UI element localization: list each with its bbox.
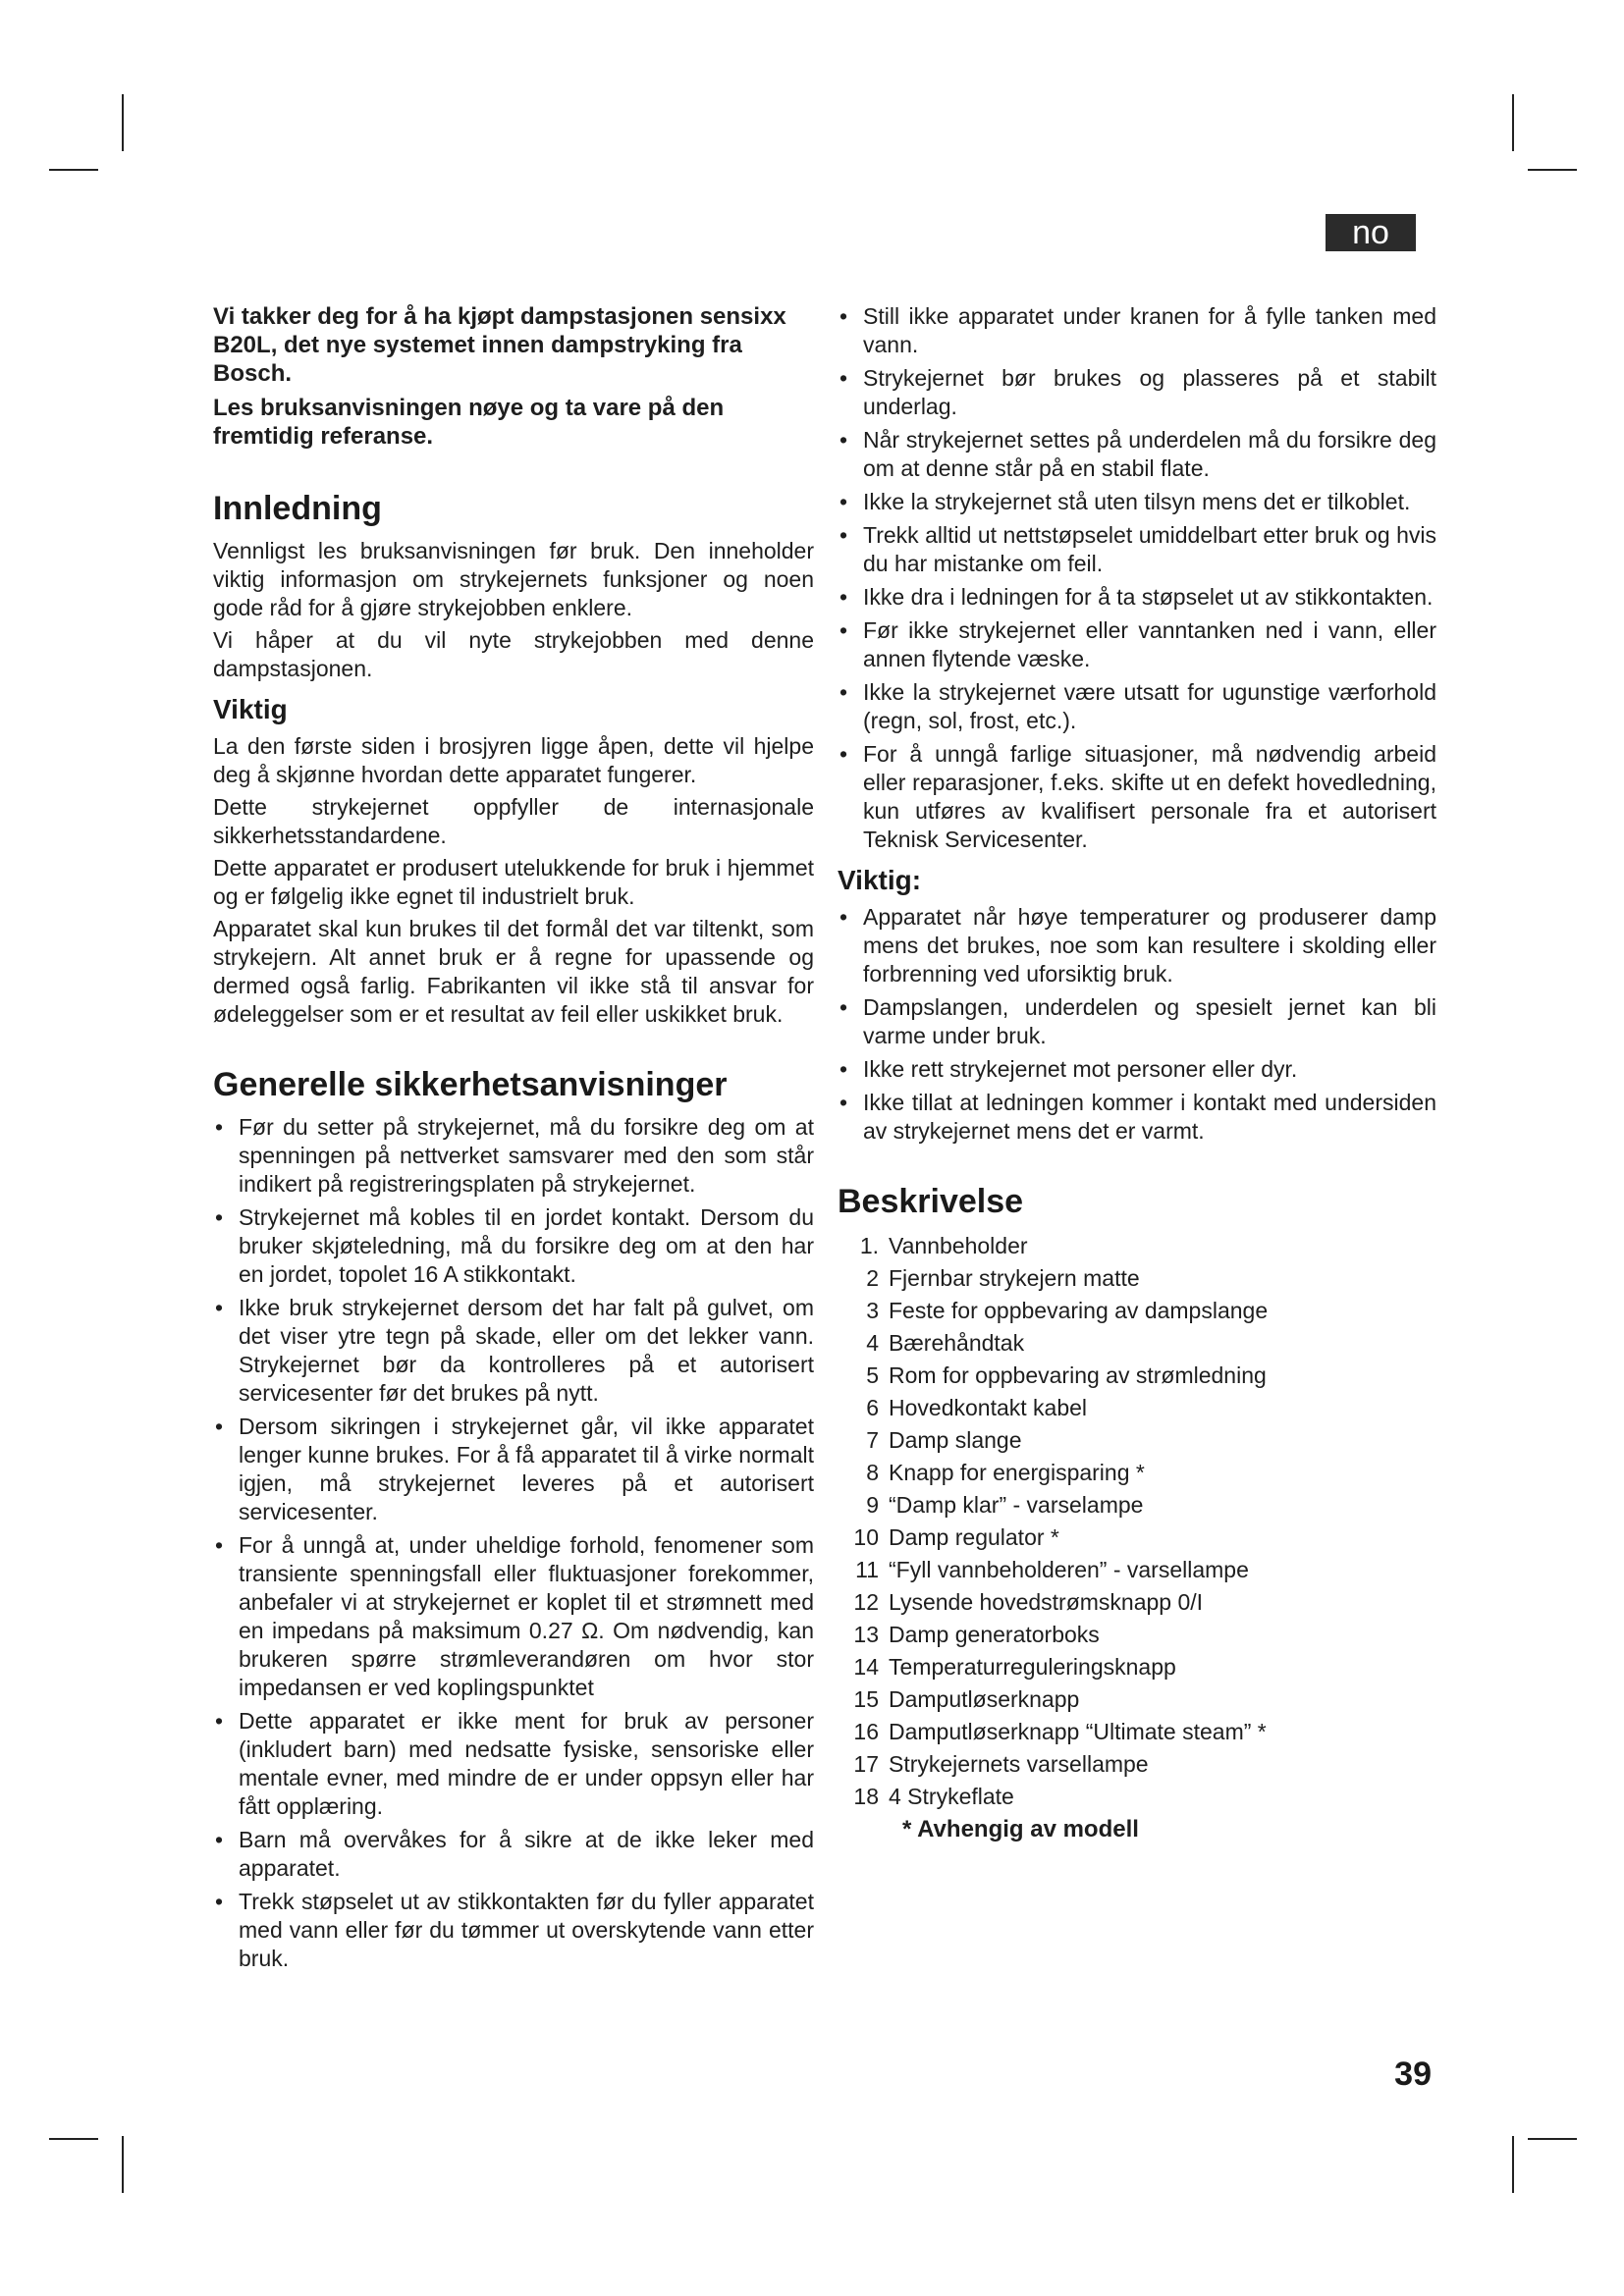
list-item: • Ikke bruk strykejernet dersom det har falt på gulvet, om det viser ytre tegn på skade, eller om det lekker vann. Strykejernet bør da kontrolleres på et autorisert servicesenter før det brukes på nytt. — [213, 1294, 814, 1408]
list-item: • Strykejernet må kobles til en jordet kontakt. Dersom du bruker skjøteledning, må du forsikre deg om at den har en jordet, topolet 16 A stikkontakt. — [213, 1203, 814, 1289]
innledning-paragraph-1: Vennligst les bruksanvisningen før bruk. Den inneholder viktig informasjon om strykejernets funksjoner og noen gode råd for å gjøre strykejobben enklere. — [213, 538, 814, 620]
model-footnote: * Avhengig av modell — [902, 1816, 1139, 1842]
parts-list-item — [838, 1522, 1436, 1554]
list-item: • Trekk støpselet ut av stikkontakten før du fyller apparatet med vann eller før du tømmer ut overskytende vann etter bruk. — [213, 1888, 814, 1973]
generelle-safety-list — [213, 1113, 814, 1973]
part-number: 17 — [853, 1751, 879, 1777]
list-item: • Ikke rett strykejernet mot personer eller dyr. — [838, 1055, 1436, 1084]
crop-mark-bottom-left — [122, 2136, 124, 2193]
part-number: 14 — [853, 1654, 879, 1680]
list-item: • Ikke tillat at ledningen kommer i kontakt med undersiden av strykejernet mens det er varmt. — [838, 1089, 1436, 1146]
list-item: • Ikke la strykejernet stå uten tilsyn mens det er tilkoblet. — [838, 488, 1436, 516]
part-label: Strykejernets varsellampe — [889, 1751, 1149, 1777]
list-item: • Apparatet når høye temperaturer og produserer damp mens det brukes, noe som kan resultere i skolding eller forbrenning ved uforsiktig bruk. — [838, 903, 1436, 988]
part-label: Lysende hovedstrømsknapp 0/I — [889, 1589, 1204, 1615]
crop-mark-top-right — [1512, 94, 1514, 151]
part-label: Damp regulator * — [889, 1524, 1059, 1550]
part-number: 8 — [866, 1460, 879, 1485]
part-label: “Damp klar” - varselampe — [889, 1492, 1144, 1518]
part-number: 6 — [866, 1395, 879, 1420]
viktig-paragraph-3: Dette apparatet er produsert utelukkende for bruk i hjemmet og er følgelig ikke egnet til industrielt bruk. — [213, 855, 814, 909]
page-number: 39 — [1394, 2056, 1432, 2093]
list-item: • Strykejernet bør brukes og plasseres på et stabilt underlag. — [838, 364, 1436, 421]
parts-list-item — [838, 1327, 1436, 1360]
list-item: • Barn må overvåkes for å sikre at de ikke leker med apparatet. — [213, 1826, 814, 1883]
viktig-paragraph-2: Dette strykejernet oppfyller de internasjonale sikkerhetsstandardene. — [213, 794, 814, 848]
parts-list-item — [838, 1295, 1436, 1327]
heading-innledning: Innledning — [213, 490, 382, 527]
part-number: 12 — [853, 1589, 879, 1615]
heading-beskrivelse: Beskrivelse — [838, 1183, 1024, 1220]
intro-thanks: Vi takker deg for å ha kjøpt dampstasjonen sensixx B20L, det nye systemet innen dampstryking fra Bosch. — [213, 303, 786, 387]
right-column — [838, 302, 1436, 1844]
part-number: 11 — [855, 1557, 879, 1582]
parts-list-item — [838, 1651, 1436, 1683]
part-label: Hovedkontakt kabel — [889, 1395, 1088, 1420]
part-label: Damputløserknapp “Ultimate steam” * — [889, 1719, 1267, 1744]
parts-list — [838, 1230, 1436, 1813]
viktig-warning-list — [838, 903, 1436, 1146]
parts-list-item — [838, 1230, 1436, 1262]
part-number: 18 — [853, 1784, 879, 1809]
parts-list-item — [838, 1683, 1436, 1716]
part-number: 15 — [853, 1686, 879, 1712]
intro-read-manual: Les bruksanvisningen nøye og ta vare på den fremtidig referanse. — [213, 395, 725, 450]
part-label: Rom for oppbevaring av strømledning — [889, 1362, 1267, 1388]
list-item: • Ikke la strykejernet være utsatt for ugunstige værforhold (regn, sol, frost, etc.). — [838, 678, 1436, 735]
list-item: • Dampslangen, underdelen og spesielt jernet kan bli varme under bruk. — [838, 993, 1436, 1050]
list-item: • Før ikke strykejernet eller vanntanken ned i vann, eller annen flytende væske. — [838, 616, 1436, 673]
parts-list-item — [838, 1424, 1436, 1457]
part-number: 4 — [866, 1330, 879, 1356]
part-number: 16 — [853, 1719, 879, 1744]
crop-mark-top-left-h — [49, 169, 98, 171]
part-number: 9 — [866, 1492, 879, 1518]
crop-mark-bottom-right-h — [1528, 2138, 1577, 2140]
heading-generelle-sikkerhetsanvisninger: Generelle sikkerhetsanvisninger — [213, 1066, 728, 1103]
heading-viktig-warning: Viktig: — [838, 865, 922, 895]
parts-list-item — [838, 1781, 1436, 1813]
parts-list-item — [838, 1457, 1436, 1489]
parts-list-item — [838, 1262, 1436, 1295]
part-label: Bærehåndtak — [889, 1330, 1025, 1356]
viktig-paragraph-4: Apparatet skal kun brukes til det formål det var tiltenkt, som strykejern. Alt annet bruk er å regne for upassende og dermed også farlig. Fabrikanten vil ikke stå til ansvar for ødeleggelser som er et resultat av feil eller uskikket bruk. — [213, 916, 814, 1027]
part-number: 5 — [866, 1362, 879, 1388]
part-label: “Fyll vannbeholderen” - varsellampe — [889, 1557, 1249, 1582]
parts-list-item — [838, 1716, 1436, 1748]
part-number: 7 — [866, 1427, 879, 1453]
list-item: • Trekk alltid ut nettstøpselet umiddelbart etter bruk og hvis du har mistanke om feil. — [838, 521, 1436, 578]
parts-list-item — [838, 1554, 1436, 1586]
parts-list-item — [838, 1619, 1436, 1651]
list-item: • Når strykejernet settes på underdelen må du forsikre deg om at denne står på en stabil flate. — [838, 426, 1436, 483]
crop-mark-top-right-h — [1528, 169, 1577, 171]
part-label: 4 Strykeflate — [889, 1784, 1014, 1809]
crop-mark-bottom-left-h — [49, 2138, 98, 2140]
part-number: 10 — [853, 1524, 879, 1550]
part-number: 3 — [866, 1298, 879, 1323]
list-item: • Dette apparatet er ikke ment for bruk av personer (inkludert barn) med nedsatte fysiske, sensoriske eller mentale evner, med mindre de er under oppsyn eller har fått opplæring. — [213, 1707, 814, 1821]
part-label: Knapp for energisparing * — [889, 1460, 1145, 1485]
part-number: 1. — [859, 1233, 879, 1258]
parts-list-item — [838, 1586, 1436, 1619]
list-item: • Før du setter på strykejernet, må du forsikre deg om at spenningen på nettverket samsvarer med den som står indikert på registreringsplaten på strykejernet. — [213, 1113, 814, 1199]
parts-list-item — [838, 1392, 1436, 1424]
part-label: Feste for oppbevaring av dampslange — [889, 1298, 1269, 1323]
list-item: • Ikke dra i ledningen for å ta støpselet ut av stikkontakten. — [838, 583, 1436, 612]
parts-list-item — [838, 1360, 1436, 1392]
part-number: 13 — [853, 1622, 879, 1647]
list-item: • Still ikke apparatet under kranen for å fylle tanken med vann. — [838, 302, 1436, 359]
part-label: Damp slange — [889, 1427, 1022, 1453]
part-label: Vannbeholder — [889, 1233, 1028, 1258]
part-label: Damp generatorboks — [889, 1622, 1100, 1647]
crop-mark-top-left — [122, 94, 124, 151]
language-tag: no — [1326, 214, 1416, 251]
left-column — [213, 302, 814, 1978]
list-item: • For å unngå farlige situasjoner, må nødvendig arbeid eller reparasjoner, f.eks. skifte ut en defekt hovedledning, kun utføres av kvalifisert personale fra et autorisert Teknisk Servicesenter. — [838, 740, 1436, 854]
part-label: Temperaturreguleringsknapp — [889, 1654, 1176, 1680]
innledning-paragraph-2: Vi håper at du vil nyte strykejobben med denne dampstasjonen. — [213, 627, 814, 681]
parts-list-item — [838, 1748, 1436, 1781]
heading-viktig: Viktig — [213, 694, 288, 724]
crop-mark-bottom-right — [1512, 2136, 1514, 2193]
part-label: Fjernbar strykejern matte — [889, 1265, 1140, 1291]
list-item: • Dersom sikringen i strykejernet går, vil ikke apparatet lenger kunne brukes. For å få apparatet til å virke normalt igjen, må strykejernet leveres på et autorisert servicesenter. — [213, 1413, 814, 1526]
safety-list-continued — [838, 302, 1436, 854]
viktig-paragraph-1: La den første siden i brosjyren ligge åpen, dette vil hjelpe deg å skjønne hvordan dette apparatet fungerer. — [213, 733, 814, 787]
part-label: Damputløserknapp — [889, 1686, 1080, 1712]
list-item: • For å unngå at, under uheldige forhold, fenomener som transiente spenningsfall eller fluktuasjoner forekommer, anbefaler vi at strykejernet er koplet til et strømnett med en impedans på maksimum 0.27 Ω. Om nødvendig, kan brukeren spørre strømleverandøren om hvor stor impedansen er ved koplingspunktet — [213, 1531, 814, 1702]
parts-list-item — [838, 1489, 1436, 1522]
part-number: 2 — [866, 1265, 879, 1291]
